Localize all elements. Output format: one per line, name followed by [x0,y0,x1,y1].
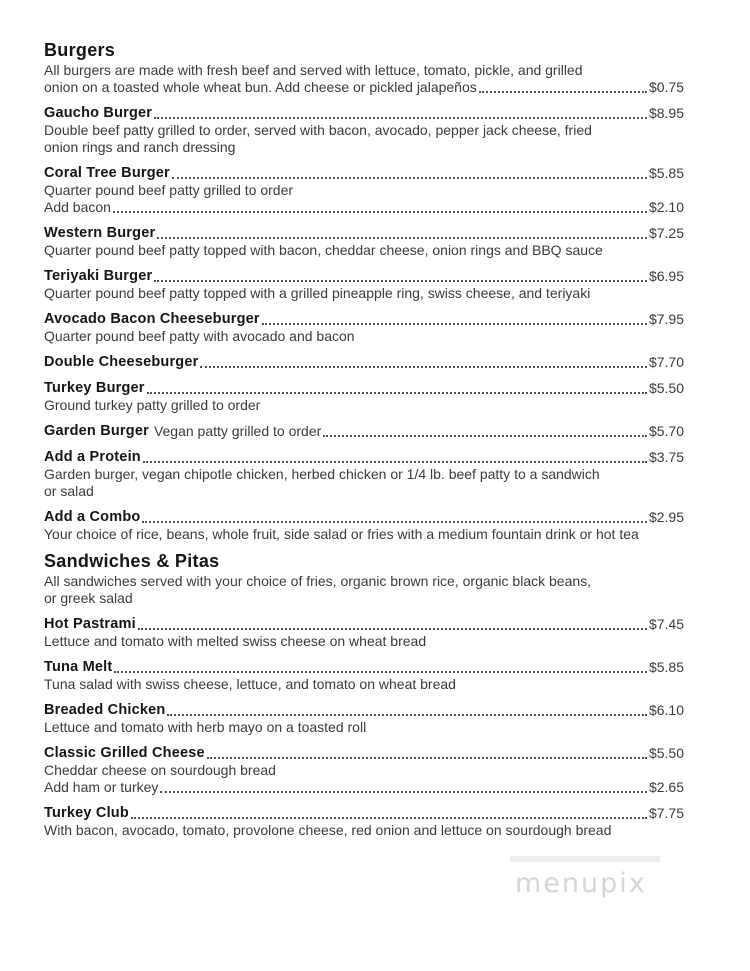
menu-item [44,702,684,736]
menu-section [44,40,684,543]
dotted-leader [200,366,646,368]
item-name: Tuna Melt [44,659,113,675]
item-row [44,268,684,285]
menu-item [44,311,684,345]
dotted-leader [157,237,647,239]
item-name: Coral Tree Burger [44,165,170,181]
item-price: $5.85 [648,165,684,181]
item-price: $7.70 [648,354,684,370]
item-description-line: With bacon, avocado, tomato, provolone cheese, red onion and lettuce on sourdough bread [44,822,612,838]
menupix-logo: menupix [515,868,647,899]
item-name: Avocado Bacon Cheeseburger [44,311,260,327]
section-intro-line: or greek salad [44,590,133,606]
item-price: $0.75 [648,79,684,95]
item-name: Add a Protein [44,449,141,465]
item-price: $6.10 [648,702,684,718]
item-price: $5.85 [648,659,684,675]
item-price: $5.50 [648,380,684,396]
item-row [44,745,684,762]
item-row [44,449,684,466]
item-row [44,509,684,526]
item-name: Turkey Burger [44,380,145,396]
item-description-line: Quarter pound beef patty topped with a grilled pineapple ring, swiss cheese, and teriyaki [44,285,591,301]
dotted-leader [323,435,647,437]
item-name: Western Burger [44,225,156,241]
item-row [44,165,684,182]
item-inline-description: Vegan patty grilled to order [153,423,322,439]
item-row [44,311,684,328]
menu-item [44,659,684,693]
item-description-line-text: Add bacon [44,199,111,215]
menu-section [44,551,684,839]
menu-item [44,225,684,259]
item-name: Classic Grilled Cheese [44,745,205,761]
dotted-leader [114,671,647,673]
item-description-line: or salad [44,483,94,499]
item-description-line: Lettuce and tomato with herb mayo on a toasted roll [44,719,367,735]
item-name: Double Cheeseburger [44,354,199,370]
item-description-line: onion rings and ranch dressing [44,139,236,155]
item-row [44,805,684,822]
section-intro-line-text: onion on a toasted whole wheat bun. Add cheese or pickled jalapeños [44,79,477,95]
dotted-leader [131,817,647,819]
menu-item [44,805,684,839]
item-description-line: Quarter pound beef patty topped with bacon, cheddar cheese, onion rings and BBQ sauce [44,242,603,258]
dotted-leader [143,461,647,463]
section-title: Burgers [44,40,116,60]
dotted-leader [147,392,647,394]
item-name: Breaded Chicken [44,702,166,718]
dotted-leader [167,714,646,716]
item-price: $6.95 [648,268,684,284]
item-name: Add a Combo [44,509,141,525]
item-price: $7.75 [648,805,684,821]
item-row [44,380,684,397]
item-row [44,659,684,676]
dotted-leader [479,91,647,93]
watermark-bar [510,856,660,862]
item-row [44,616,684,633]
item-row [44,225,684,242]
item-price: $7.25 [648,225,684,241]
menu-item [44,165,684,216]
menu-item [44,380,684,414]
item-name: Teriyaki Burger [44,268,153,284]
dotted-leader [154,117,647,119]
item-description-line: Lettuce and tomato with melted swiss cheese on wheat bread [44,633,427,649]
item-price: $2.10 [648,199,684,215]
item-row [44,105,684,122]
dotted-leader [113,211,647,213]
menu-item [44,354,684,371]
item-price: $2.95 [648,509,684,525]
item-description-line-priced-row [44,199,684,216]
section-title: Sandwiches & Pitas [44,551,220,571]
item-row [44,354,684,371]
item-price: $7.45 [648,616,684,632]
item-description-line: Double beef patty grilled to order, served with bacon, avocado, pepper jack cheese, fried [44,122,592,138]
item-row [44,702,684,719]
dotted-leader [154,280,647,282]
item-description-line: Quarter pound beef patty grilled to order [44,182,294,198]
item-row [44,423,684,440]
menu-item [44,105,684,156]
item-price: $7.95 [648,311,684,327]
dotted-leader [262,323,647,325]
item-price: $2.65 [648,779,684,795]
section-intro-line-priced-row [44,79,684,96]
item-description-line-text: Add ham or turkey [44,779,159,795]
dotted-leader [138,628,647,630]
dotted-leader [160,791,647,793]
section-intro-line: All sandwiches served with your choice of fries, organic brown rice, organic black beans, [44,573,592,589]
item-name: Hot Pastrami [44,616,136,632]
item-description-line: Your choice of rice, beans, whole fruit, side salad or fries with a medium fountain drink or hot tea [44,526,639,542]
item-name: Gaucho Burger [44,105,153,121]
dotted-leader [207,757,647,759]
menu-item [44,268,684,302]
item-description-line: Garden burger, vegan chipotle chicken, herbed chicken or 1/4 lb. beef patty to a sandwich [44,466,600,482]
menu-item [44,616,684,650]
item-description-line: Tuna salad with swiss cheese, lettuce, and tomato on wheat bread [44,676,456,692]
menu-item [44,423,684,440]
item-price: $5.50 [648,745,684,761]
item-price: $5.70 [648,423,684,439]
menu-item [44,449,684,500]
item-price: $3.75 [648,449,684,465]
item-price: $8.95 [648,105,684,121]
menu-content [44,40,684,839]
item-description-line: Cheddar cheese on sourdough bread [44,762,276,778]
item-name: Garden Burger [44,423,149,439]
dotted-leader [142,521,647,523]
menu-item [44,745,684,796]
item-description-line: Quarter pound beef patty with avocado and bacon [44,328,355,344]
section-intro-line: All burgers are made with fresh beef and served with lettuce, tomato, pickle, and grilled [44,62,583,78]
item-description-line-priced-row [44,779,684,796]
dotted-leader [172,177,647,179]
item-name: Turkey Club [44,805,129,821]
menu-item [44,509,684,543]
item-description-line: Ground turkey patty grilled to order [44,397,261,413]
